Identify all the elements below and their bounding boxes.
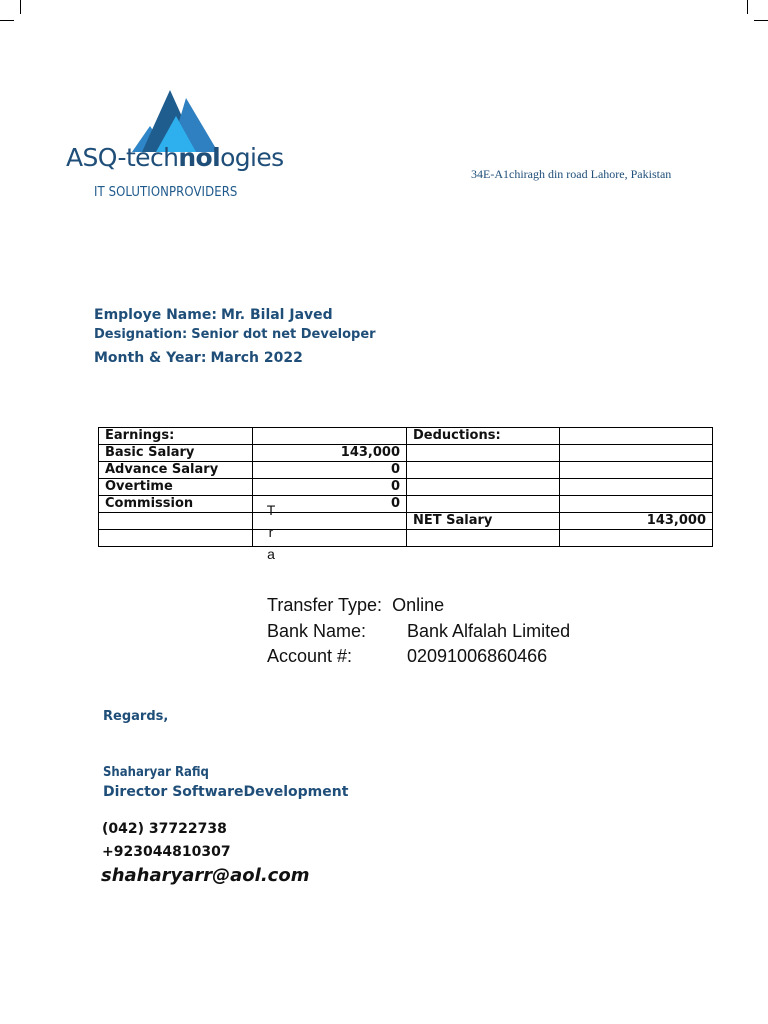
account-label: Account #: xyxy=(267,646,353,666)
company-logo xyxy=(66,88,326,208)
table-cell xyxy=(560,496,713,513)
table-row xyxy=(99,479,713,496)
company-address: 34E-A1chiragh din road Lahore, Pakistan xyxy=(471,167,672,181)
table-cell xyxy=(560,479,713,496)
crop-mark xyxy=(20,0,21,14)
regards-text: Regards, xyxy=(103,709,169,724)
table-cell xyxy=(560,445,713,462)
bank-name-label: Bank Name: xyxy=(267,621,367,641)
overflow-letter: r xyxy=(268,524,274,540)
table-row xyxy=(99,428,713,445)
transfer-type-value: Online xyxy=(392,595,445,615)
bank-name-value: Bank Alfalah Limited xyxy=(407,621,571,641)
overflow-letter: T xyxy=(266,502,276,518)
table-cell: 0 xyxy=(253,479,407,496)
employee-name-line xyxy=(94,307,333,323)
designation-line xyxy=(94,327,376,342)
table-row xyxy=(99,462,713,479)
table-cell: NET Salary xyxy=(407,513,560,530)
designation-label: Designation: xyxy=(94,327,188,342)
table-cell: Deductions: xyxy=(407,428,560,445)
table-cell xyxy=(560,428,713,445)
overflow-text xyxy=(266,499,276,565)
transfer-type-label: Transfer Type: xyxy=(267,595,383,615)
signatory-name: Shaharyar Rafiq xyxy=(103,765,209,780)
table-cell xyxy=(99,530,253,547)
table-cell: 0 xyxy=(253,496,407,513)
signatory-title: Director SoftwareDevelopment xyxy=(103,784,349,800)
table-cell xyxy=(560,462,713,479)
table-cell: Overtime xyxy=(99,479,253,496)
email-address: shaharyarr@aol.com xyxy=(101,865,310,886)
table-cell: Earnings: xyxy=(99,428,253,445)
table-row xyxy=(99,496,713,513)
table-cell: 143,000 xyxy=(253,445,407,462)
table-cell xyxy=(407,496,560,513)
account-line xyxy=(267,646,547,667)
table-row xyxy=(99,513,713,530)
table-cell: Commission xyxy=(99,496,253,513)
phone-landline: (042) 37722738 xyxy=(102,821,227,837)
transfer-type-line xyxy=(267,595,444,616)
company-wordmark: ASQ-technologies xyxy=(66,143,284,172)
table-cell xyxy=(560,530,713,547)
table-cell xyxy=(407,445,560,462)
designation-value: Senior dot net Developer xyxy=(191,327,376,342)
payslip-table xyxy=(98,427,713,547)
account-value: 02091006860466 xyxy=(407,646,548,666)
table-cell xyxy=(407,479,560,496)
month-year-value: March 2022 xyxy=(210,350,303,366)
employee-name-value: Mr. Bilal Javed xyxy=(220,307,333,323)
table-cell xyxy=(99,513,253,530)
table-cell: 143,000 xyxy=(560,513,713,530)
phone-mobile: +923044810307 xyxy=(102,844,231,860)
crop-mark xyxy=(0,20,14,21)
table-row xyxy=(99,530,713,547)
month-year-line xyxy=(94,350,303,366)
month-year-label: Month & Year: xyxy=(94,350,207,366)
employee-name-label: Employe Name: xyxy=(94,307,217,323)
crop-mark xyxy=(747,0,748,14)
table-cell xyxy=(407,530,560,547)
bank-name-line xyxy=(267,621,570,642)
overflow-letter: a xyxy=(267,546,275,562)
table-cell xyxy=(407,462,560,479)
table-cell: Advance Salary xyxy=(99,462,253,479)
table-cell xyxy=(253,428,407,445)
company-tagline: IT SOLUTIONPROVIDERS xyxy=(94,185,238,200)
crop-mark xyxy=(754,20,768,21)
table-cell: 0 xyxy=(253,462,407,479)
table-cell: Basic Salary xyxy=(99,445,253,462)
table-row xyxy=(99,445,713,462)
